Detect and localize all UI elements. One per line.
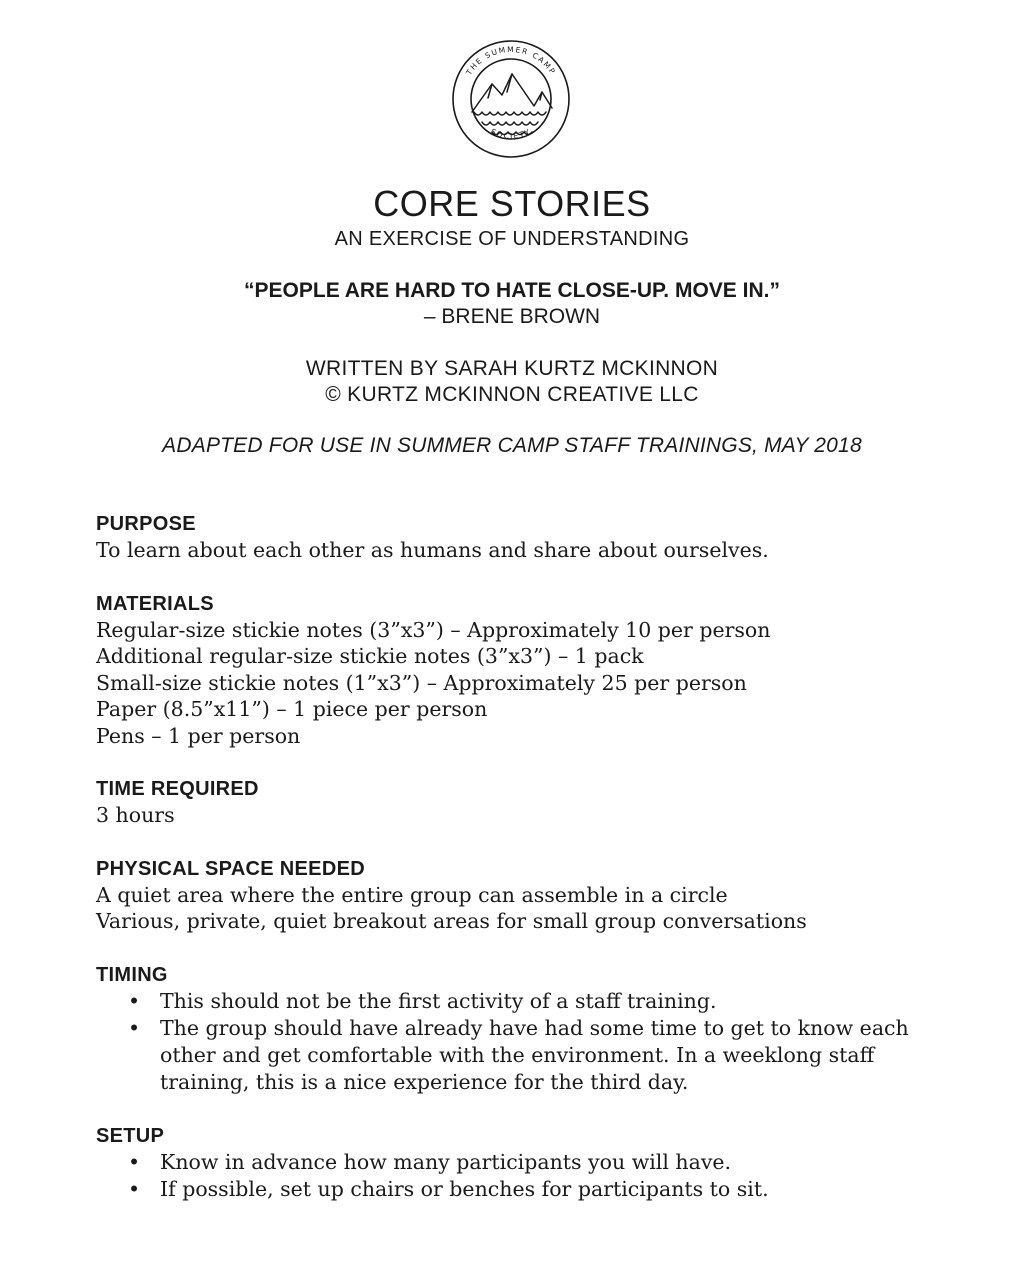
bullet-icon: • xyxy=(128,1149,141,1174)
section-heading: SETUP xyxy=(96,1124,165,1147)
section-line: Various, private, quiet breakout areas for small group conversations xyxy=(96,909,807,933)
mountain-lake-icon xyxy=(450,40,572,158)
list-item-text: This should not be the first activity of a staff training. xyxy=(160,988,717,1013)
epigraph-attribution: – BRENE BROWN xyxy=(423,305,601,328)
logo-ring-text-top: THE SUMMER CAMP xyxy=(464,44,558,77)
adaptation-note: ADAPTED FOR USE IN SUMMER CAMP STAFF TRAININGS, MAY 2018 xyxy=(162,434,862,457)
setup-list xyxy=(96,1149,956,1203)
section-setup xyxy=(96,1123,956,1203)
section-heading: MATERIALS xyxy=(96,592,214,615)
list-item-text: The group should have already have had some time to get to know each other and get comfortable with the environment. In a weeklong staff training, this is a nice experience for the third day. xyxy=(160,1015,909,1094)
section-line: A quiet area where the entire group can assemble in a circle xyxy=(96,882,728,907)
bullet-icon: • xyxy=(128,988,141,1013)
bullet-icon: • xyxy=(128,1176,141,1201)
list-item-text: If possible, set up chairs or benches for participants to sit. xyxy=(160,1176,769,1201)
document-title: CORE STORIES xyxy=(373,183,651,224)
section-heading: PURPOSE xyxy=(96,513,196,535)
list-item xyxy=(96,1149,956,1176)
section-heading: TIME REQUIRED xyxy=(96,778,259,800)
materials-item: Additional regular-size stickie notes (3”x3”) – 1 pack xyxy=(96,644,644,668)
logo-ring-text-bottom: SOCIETY xyxy=(489,126,533,141)
document-body xyxy=(96,511,956,1230)
svg-text:THE SUMMER CAMP xyxy=(464,45,558,77)
epigraph-quote: “PEOPLE ARE HARD TO HATE CLOSE-UP. MOVE IN.” xyxy=(244,279,780,302)
list-item xyxy=(96,1176,956,1203)
section-purpose xyxy=(96,511,956,564)
materials-item: Small-size stickie notes (1”x3”) – Approximately 25 per person xyxy=(96,670,747,695)
list-item xyxy=(96,988,956,1015)
section-heading: PHYSICAL SPACE NEEDED xyxy=(96,857,365,880)
author-credit: WRITTEN BY SARAH KURTZ MCKINNON xyxy=(305,357,719,380)
timing-list xyxy=(96,988,956,1096)
section-physical-space xyxy=(96,856,956,935)
materials-item: Regular-size stickie notes (3”x3”) – Approximately 10 per person xyxy=(96,617,771,642)
copyright-notice: © KURTZ MCKINNON CREATIVE LLC xyxy=(325,383,699,406)
bullet-icon: • xyxy=(128,1015,141,1040)
summer-camp-society-logo xyxy=(450,40,572,158)
list-item xyxy=(96,1015,956,1096)
section-timing xyxy=(96,962,956,1096)
materials-item: Paper (8.5”x11”) – 1 piece per person xyxy=(96,697,488,721)
section-line: 3 hours xyxy=(96,803,175,827)
document-subtitle: AN EXERCISE OF UNDERSTANDING xyxy=(334,228,690,250)
materials-item: Pens – 1 per person xyxy=(96,723,301,748)
section-heading: TIMING xyxy=(96,963,168,986)
section-time-required xyxy=(96,776,956,829)
list-item-text: Know in advance how many participants you will have. xyxy=(160,1149,732,1174)
section-line: To learn about each other as humans and share about ourselves. xyxy=(96,538,769,562)
section-materials xyxy=(96,591,956,750)
